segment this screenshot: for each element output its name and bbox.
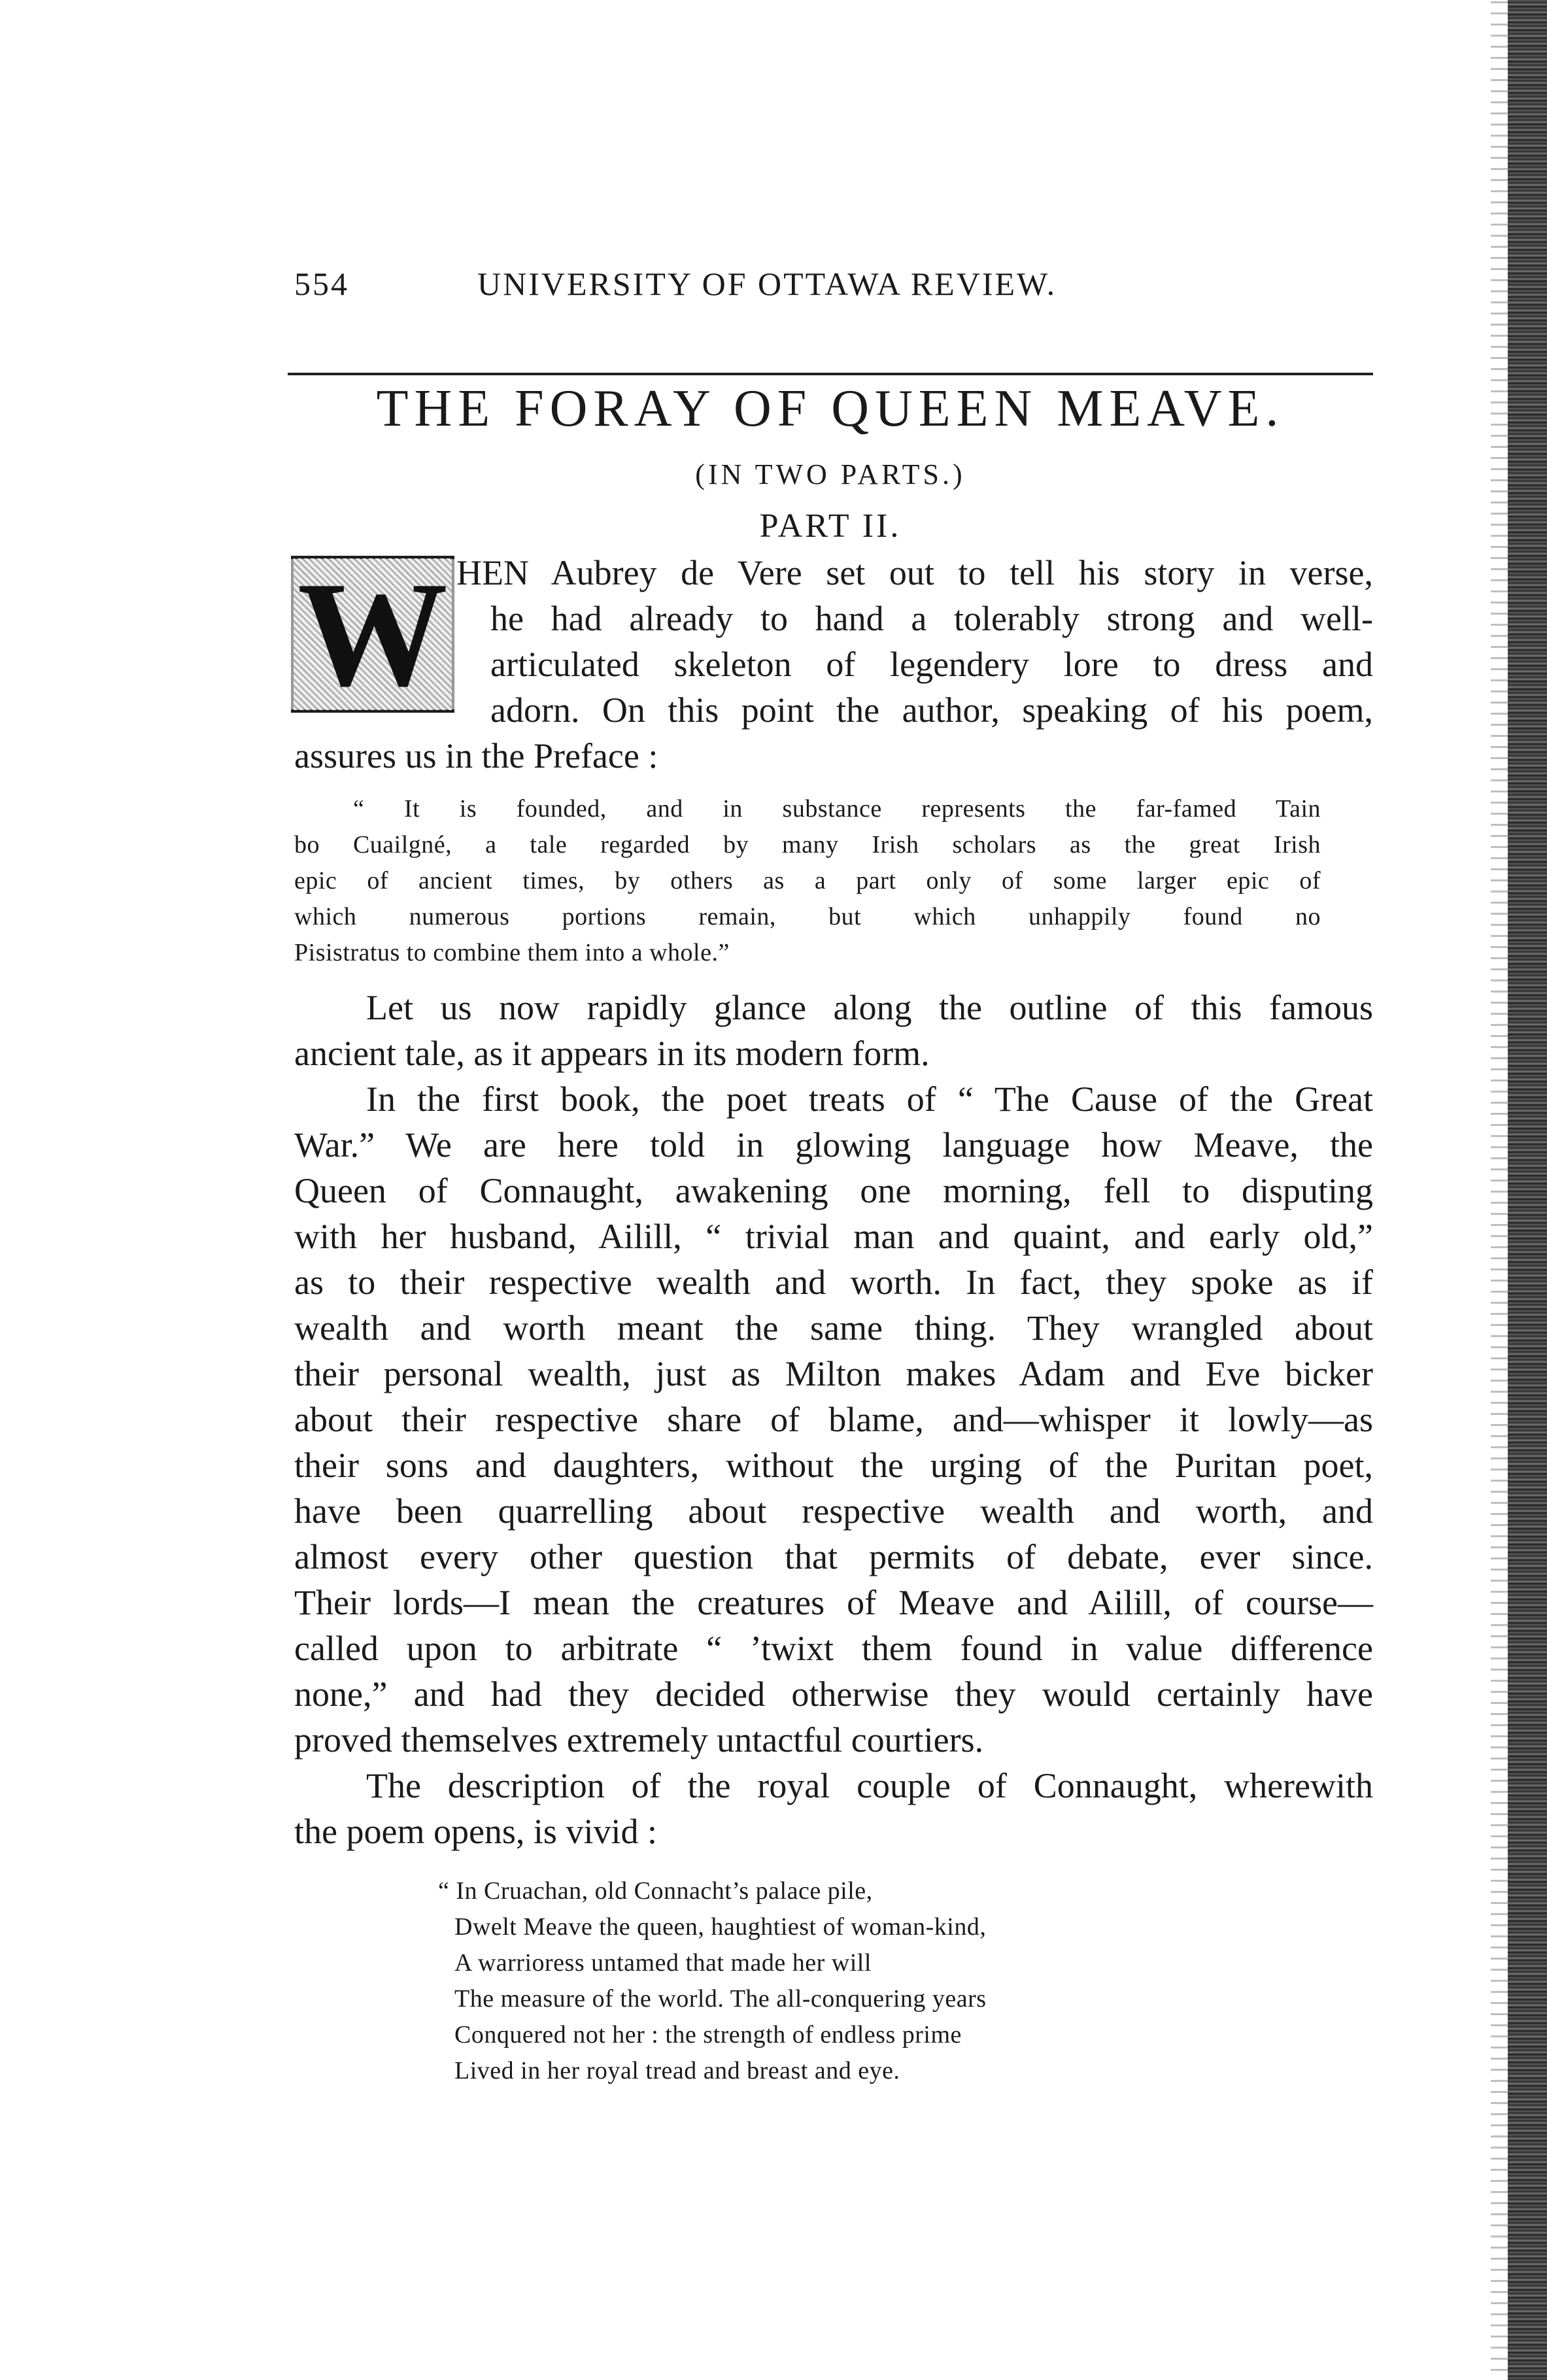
text-line: their sons and daughters, without the urging of the Puritan poet,: [294, 1446, 1373, 1485]
text-line: none,” and had they decided otherwise they would certainly have: [294, 1674, 1373, 1714]
text-line: almost every other question that permits of debate, ever since.: [294, 1537, 1373, 1576]
text-line: have been quarrelling about respective wealth and worth, and: [294, 1491, 1373, 1531]
text-line: HEN Aubrey de Vere set out to tell his story in verse,: [456, 553, 1373, 592]
text-line: proved themselves extremely untactful courtiers.: [294, 1720, 984, 1760]
text-line: the poem opens, is vivid :: [294, 1812, 657, 1851]
text-line: Their lords—I mean the creatures of Meave and Ailill, of course—: [294, 1583, 1373, 1622]
part-heading: PART II.: [759, 507, 902, 545]
verse-line: “ In Cruachan, old Connacht’s palace pile,: [438, 1877, 873, 1905]
text-line: adorn. On this point the author, speaking of his poem,: [490, 690, 1373, 730]
text-line: with her husband, Ailill, “ trivial man and quaint, and early old,”: [294, 1217, 1373, 1256]
text-line: War.” We are here told in glowing language how Meave, the: [294, 1125, 1373, 1164]
binding-edge: [1508, 0, 1547, 2380]
text-line: ancient tale, as it appears in its modern form.: [294, 1034, 930, 1073]
quote-line: “ It is founded, and in substance represents the far-famed Tain: [353, 795, 1321, 823]
journal-title: UNIVERSITY OF OTTAWA REVIEW.: [477, 265, 1057, 302]
text-line: Queen of Connaught, awakening one morning, fell to disputing: [294, 1171, 1373, 1210]
verse-line: A warrioress untamed that made her will: [454, 1949, 872, 1977]
text-line: Let us now rapidly glance along the outline of this famous: [366, 988, 1373, 1027]
text-line: wealth and worth meant the same thing. They wrangled about: [294, 1308, 1373, 1348]
quote-line: Pisistratus to combine them into a whole.”: [294, 939, 730, 966]
page-number: 554: [294, 265, 349, 302]
drop-cap-letter: W: [291, 559, 454, 709]
article-subtitle: (IN TWO PARTS.): [695, 458, 966, 490]
running-header: [294, 258, 1373, 311]
quote-line: which numerous portions remain, but which unhappily found no: [294, 903, 1321, 930]
text-line: The description of the royal couple of Connaught, wherewith: [366, 1766, 1373, 1805]
text-line: he had already to hand a tolerably strong and well-: [490, 599, 1373, 638]
text-line: called upon to arbitrate “ ’twixt them found in value difference: [294, 1629, 1373, 1668]
text-line: their personal wealth, just as Milton makes Adam and Eve bicker: [294, 1354, 1373, 1393]
text-line: about their respective share of blame, and—whisper it lowly—as: [294, 1400, 1373, 1439]
verse-line: Conquered not her : the strength of endless prime: [454, 2021, 962, 2048]
text-line: assures us in the Preface :: [294, 736, 658, 775]
verse-line: Lived in her royal tread and breast and eye.: [454, 2057, 900, 2084]
quote-line: bo Cuailgné, a tale regarded by many Irish scholars as the great Irish: [294, 831, 1321, 858]
verse-line: Dwelt Meave the queen, haughtiest of woman-kind,: [454, 1913, 987, 1941]
text-line: as to their respective wealth and worth. In fact, they spoke as if: [294, 1263, 1373, 1302]
ornamental-drop-cap: [291, 551, 454, 717]
text-line: In the first book, the poet treats of “ The Cause of the Great: [366, 1080, 1373, 1119]
header-rule: [288, 373, 1373, 375]
quote-line: epic of ancient times, by others as a part only of some larger epic of: [294, 867, 1321, 894]
text-line: articulated skeleton of legendery lore to dress and: [490, 645, 1373, 684]
article-title: THE FORAY OF QUEEN MEAVE.: [376, 380, 1285, 437]
verse-line: The measure of the world. The all-conquering years: [454, 1985, 987, 2013]
